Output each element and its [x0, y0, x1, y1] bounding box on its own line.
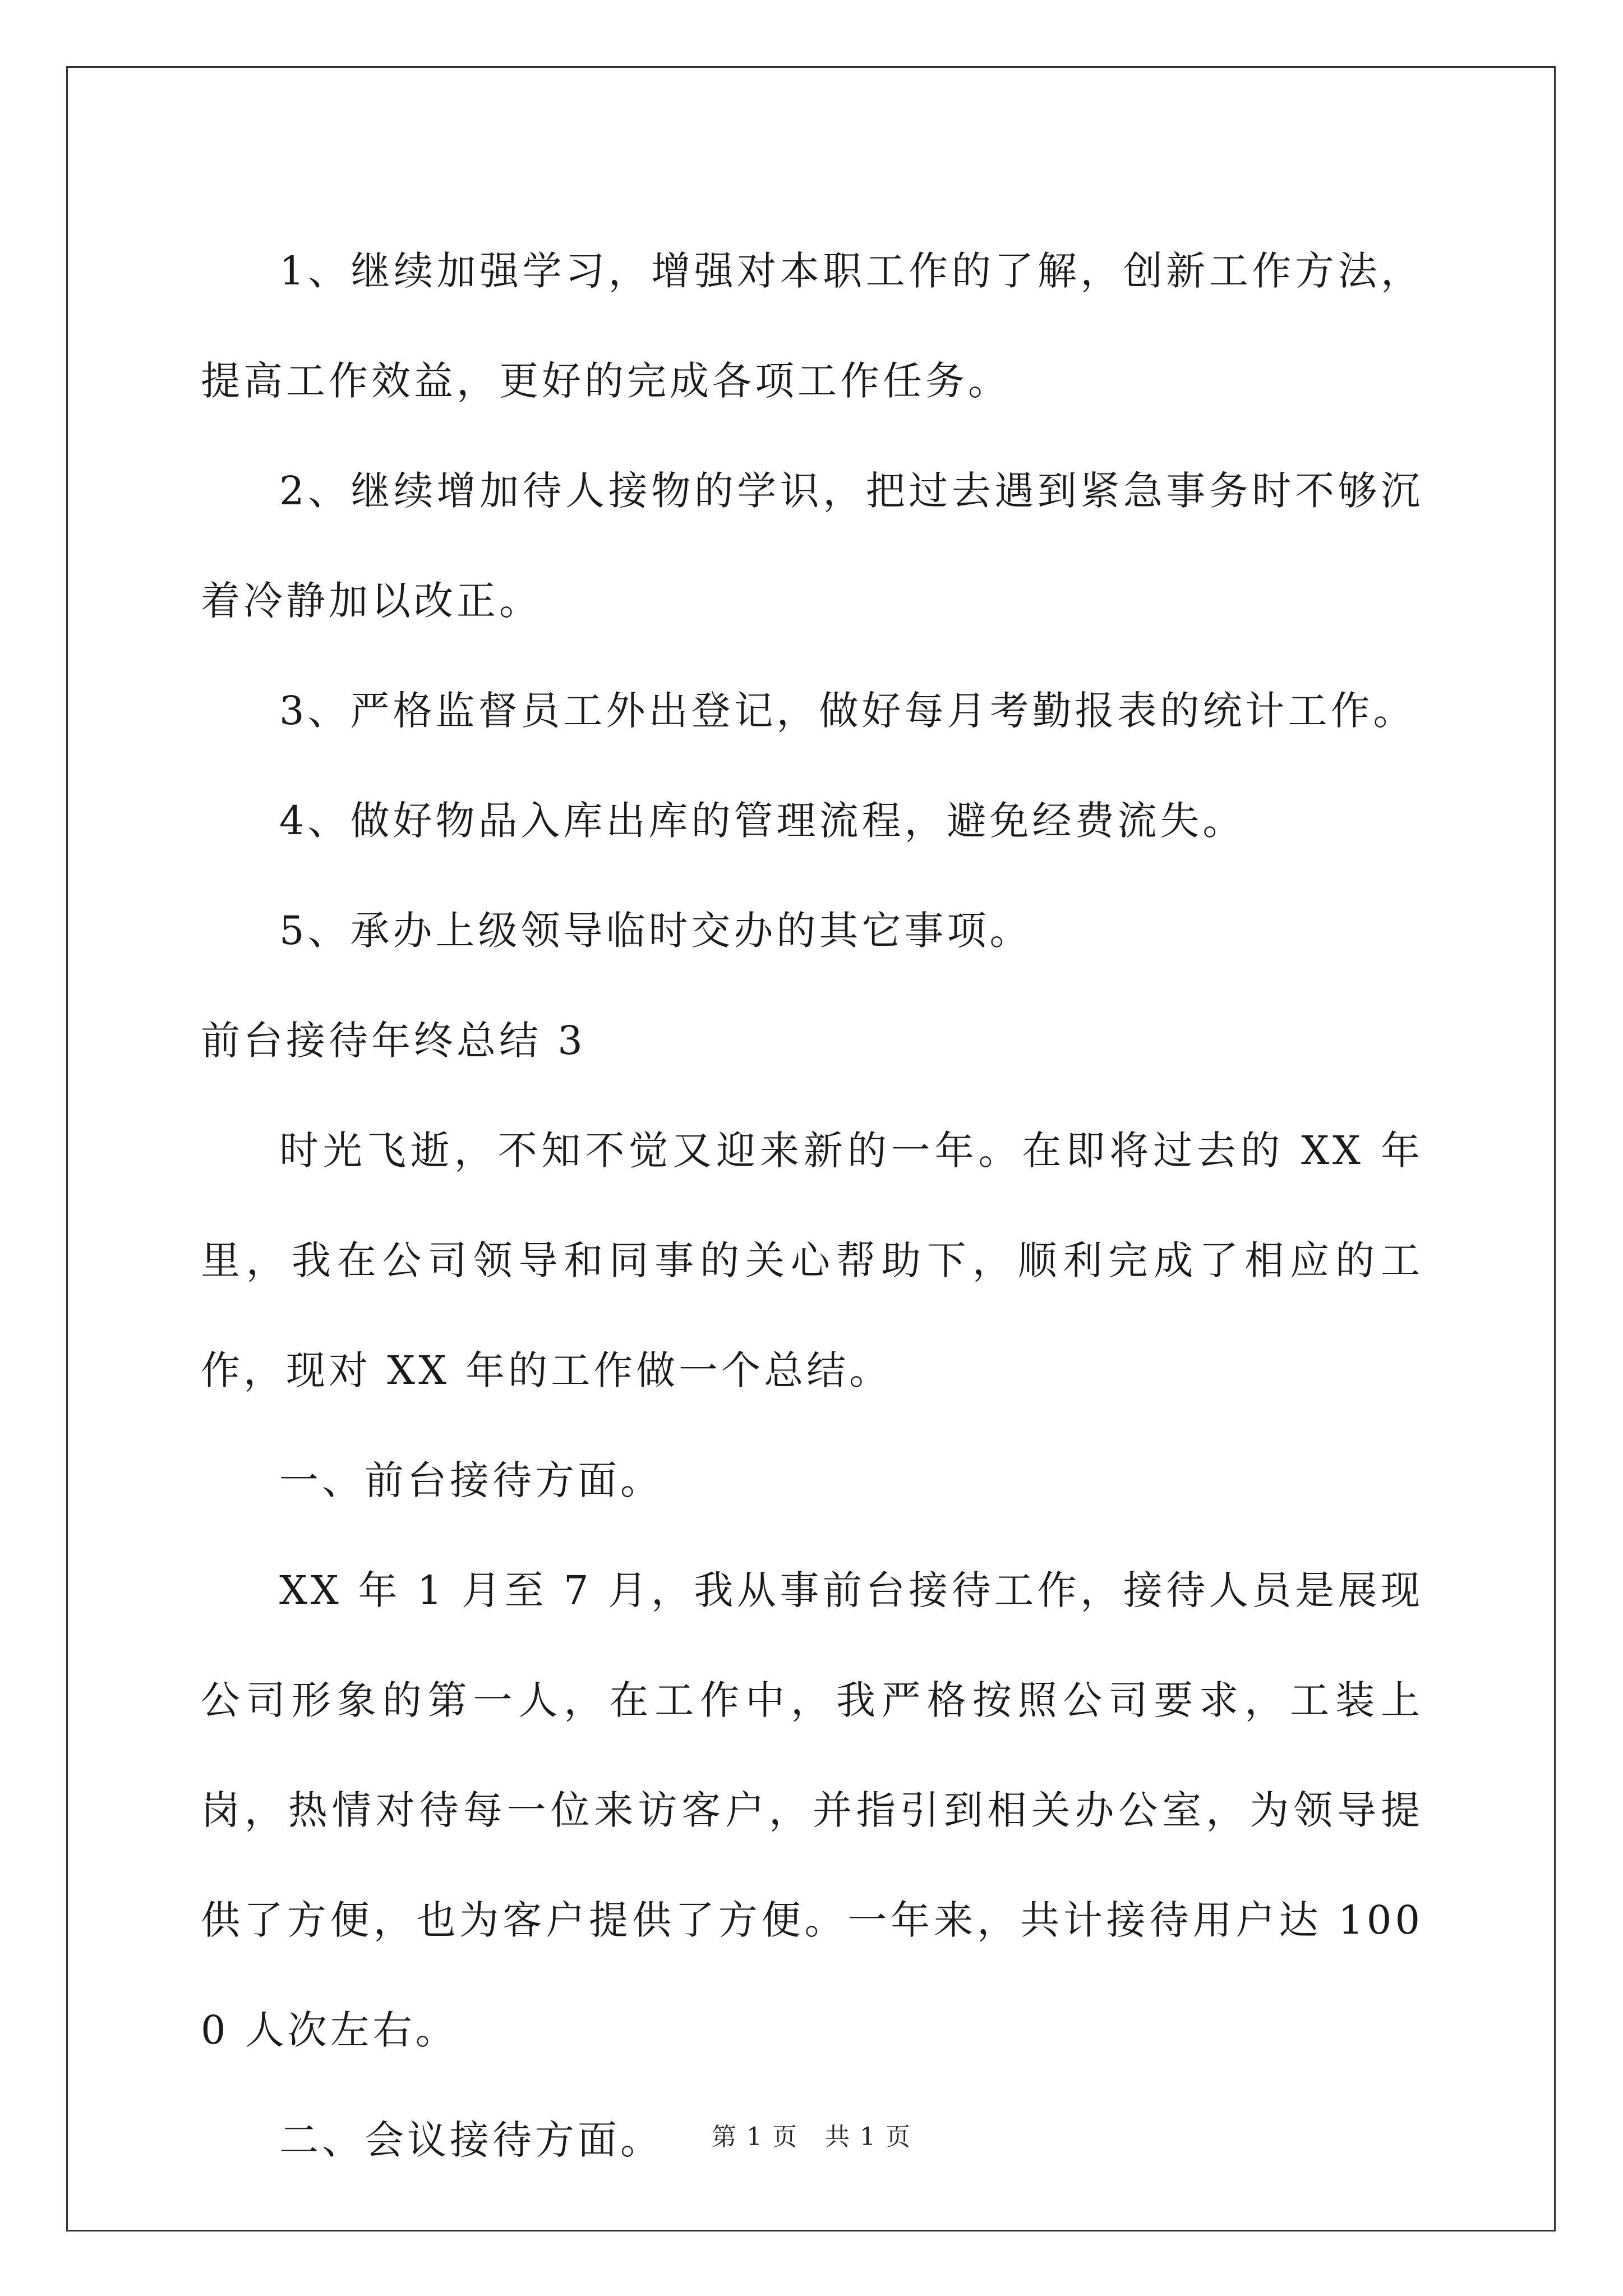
section-heading: 前台接待年终总结 3	[201, 1018, 586, 1064]
page-footer: 第 1 页 共 1 页	[712, 2123, 911, 2151]
paragraph-item-2: 2、继续增加待人接物的学识，把过去遇到紧急事务时不够沉着冷静加以改正。	[201, 468, 1423, 624]
paragraph-intro: 时光飞逝，不知不觉又迎来新的一年。在即将过去的 XX 年里，我在公司领导和同事的关心帮助下，顺利完成了相应的工作，现对 XX 年的工作做一个总结。	[201, 1128, 1423, 1393]
paragraph-item-3: 3、严格监督员工外出登记，做好每月考勤报表的统计工作。	[279, 688, 1416, 734]
document-body	[201, 216, 1423, 2195]
subsection-heading-meeting: 二、会议接待方面。	[279, 2117, 663, 2163]
paragraph-item-5: 5、承办上级领导临时交办的其它事项。	[279, 908, 1032, 954]
subsection-heading-reception: 一、前台接待方面。	[279, 1457, 663, 1503]
paragraph-item-1: 1、继续加强学习，增强对本职工作的了解，创新工作方法，提高工作效益，更好的完成各项工作任务。	[201, 248, 1423, 404]
paragraph-reception: XX 年 1 月至 7 月，我从事前台接待工作，接待人员是展现公司形象的第一人，在工作中，我严格按照公司要求，工装上岗，热情对待每一位来访客户，并指引到相关办公室，为领导提供了方便，也为客户提供了方便。一年来，共计接待用户达 1000 人次左右。	[201, 1567, 1423, 2053]
paragraph-item-4: 4、做好物品入库出库的管理流程，避免经费流失。	[279, 798, 1246, 844]
